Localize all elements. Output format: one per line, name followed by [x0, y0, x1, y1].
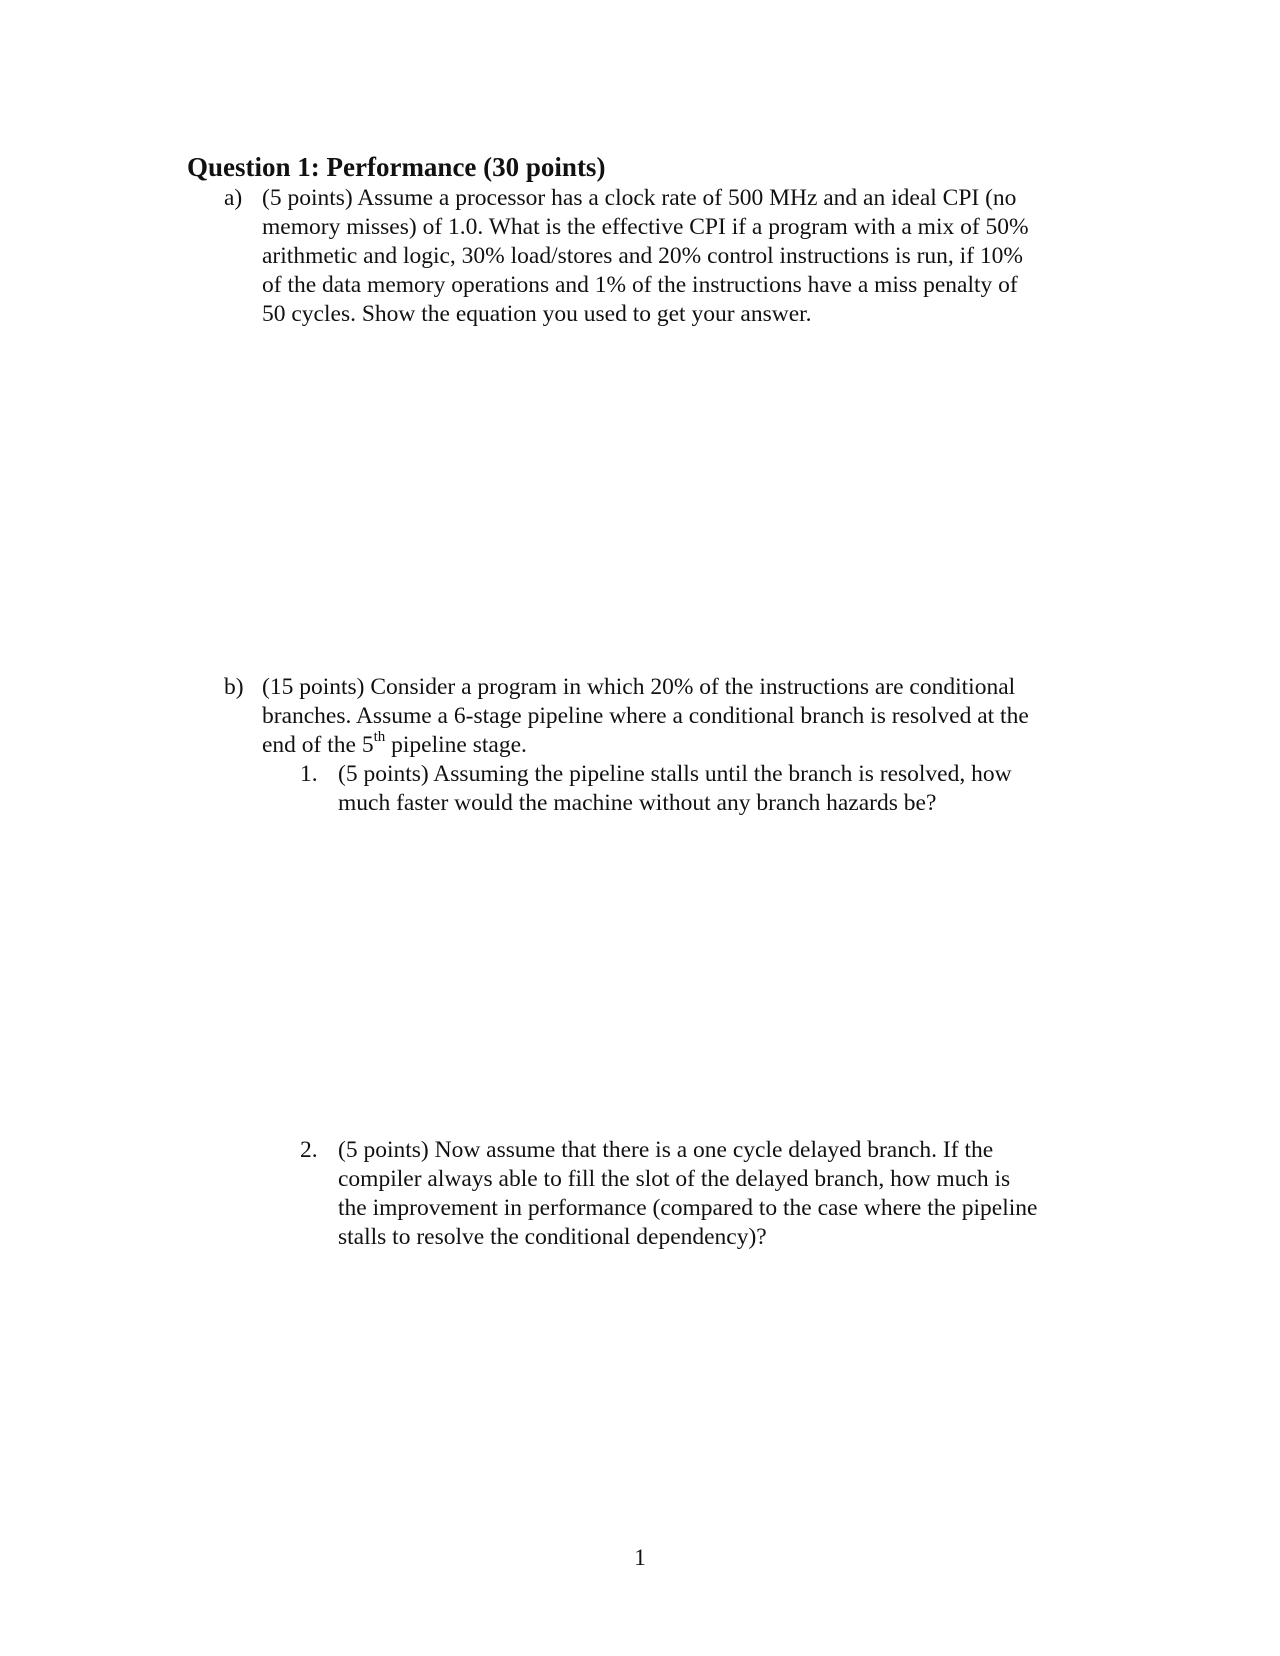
part-b — [224, 673, 1094, 760]
sub-question-1-marker: 1. — [300, 761, 318, 787]
sub-question-2-line: (5 points) Now assume that there is a one cycle delayed branch. If the — [338, 1137, 994, 1163]
part-b-line-start: end of the 5 — [262, 732, 374, 758]
part-a-text — [262, 184, 1094, 329]
part-a-line: 50 cycles. Show the equation you used to get your answer. — [262, 301, 812, 327]
part-a-line: arithmetic and logic, 30% load/stores and 20% control instructions is run, if 10% — [262, 243, 1023, 269]
sub-question-2-marker: 2. — [300, 1137, 318, 1163]
part-b-line: (15 points) Consider a program in which 20% of the instructions are conditional — [262, 674, 1016, 700]
sub-question-2-line: the improvement in performance (compared to the case where the pipeline — [338, 1195, 1038, 1221]
part-b-marker: b) — [224, 674, 244, 700]
part-a — [224, 184, 1094, 329]
sub-question-2 — [300, 1136, 1100, 1252]
page-number: 1 — [634, 1545, 646, 1571]
ordinal-superscript: th — [373, 729, 386, 746]
sub-question-1-line: much faster would the machine without any branch hazards be? — [338, 790, 937, 816]
part-a-marker: a) — [224, 185, 243, 211]
sub-question-1 — [300, 760, 1100, 818]
sub-question-2-line: compiler always able to fill the slot of the delayed branch, how much is — [338, 1166, 1011, 1192]
sub-question-1-text — [338, 760, 1100, 818]
sub-question-1-line: (5 points) Assuming the pipeline stalls until the branch is resolved, how — [338, 761, 1012, 787]
part-a-line: (5 points) Assume a processor has a clock rate of 500 MHz and an ideal CPI (no — [262, 185, 1017, 211]
part-b-text — [262, 673, 1094, 760]
part-a-line: of the data memory operations and 1% of the instructions have a miss penalty of — [262, 272, 1018, 298]
part-a-line: memory misses) of 1.0. What is the effective CPI if a program with a mix of 50% — [262, 214, 1029, 240]
part-b-line: branches. Assume a 6-stage pipeline where a conditional branch is resolved at the — [262, 703, 1029, 729]
sub-question-2-text — [338, 1136, 1100, 1252]
part-b-line-end: pipeline stage. — [385, 732, 527, 758]
sub-question-2-line: stalls to resolve the conditional dependency)? — [338, 1224, 767, 1250]
question-title: Question 1: Performance (30 points) — [187, 152, 606, 182]
